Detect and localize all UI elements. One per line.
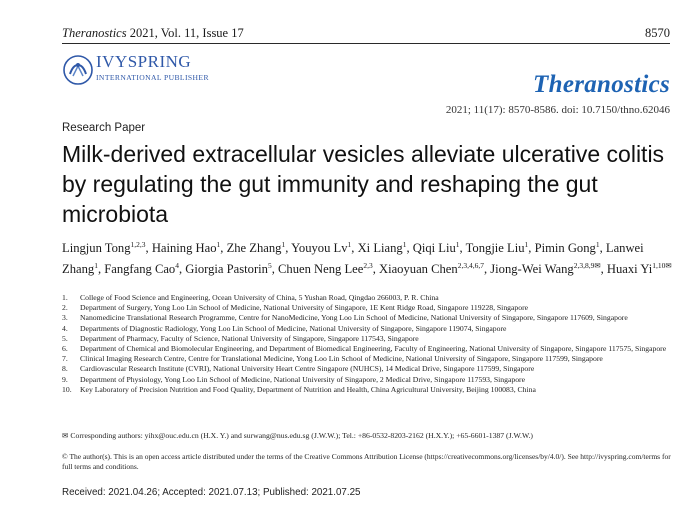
- affiliation-text: Department of Physiology, Yong Loo Lin School of Medicine, National University of Singapore, 2 Medical Drive, Singapore 117593, Singapore: [80, 374, 526, 384]
- author: [490, 262, 600, 276]
- publisher-subtitle: INTERNATIONAL PUBLISHER: [96, 73, 209, 82]
- affiliation-number: 1.: [62, 293, 68, 302]
- affiliation-text: Department of Pharmacy, Faculty of Science, National University of Singapore, Singapore 117543, Singapore: [80, 333, 419, 343]
- affiliation-item: [62, 344, 682, 354]
- author-affiliation-marker: 1: [402, 240, 407, 249]
- affiliation-item: [62, 385, 682, 395]
- author-name: Jiong-Wei Wang: [490, 262, 574, 277]
- author-affiliation-marker: 1: [455, 240, 460, 249]
- article-type: Research Paper: [62, 122, 146, 134]
- publication-dates: Received: 2021.04.26; Accepted: 2021.07.13; Published: 2021.07.25: [62, 487, 361, 498]
- page-number: 8570: [645, 26, 670, 40]
- author-name: Youyou Lv: [291, 241, 348, 256]
- author: [535, 241, 600, 255]
- author-name: Lanwei Zhang: [62, 241, 644, 277]
- affiliation-item: [62, 324, 682, 334]
- affiliation-item: [62, 364, 682, 374]
- author-name: Haining Hao: [151, 241, 217, 256]
- affiliation-number: 4.: [62, 323, 68, 333]
- affiliation-item: [62, 293, 682, 303]
- journal-name: Theranostics: [62, 26, 127, 40]
- citation: 2021; 11(17): 8570-8586. doi: 10.7150/thno.62046: [445, 104, 670, 116]
- author: [152, 241, 220, 255]
- author: [185, 262, 271, 276]
- author-list: Lingjun Tong$^{1,2,3}$, Haining Hao$^1$, Zhe Zhang$^1$, Youyou Lv$^1$, Xi Liang$^1$, Qiqi Liu$^1$, Tongjie Liu$^1$, Pimin Gong$^1$, Lanwei Zhang$^1$, Fangfang Cao$^4$, Giorgia Pastorin$^5$, Chuen Neng Lee$^{2,3}$, Xiaoyuan Chen$^{2,3,4,6,7}$, Jiong-Wei Wang$^{2,3,8,9✉}$, Huaxi $Yi^{1,10✉}$: [62, 240, 672, 277]
- author-name: Pimin Gong: [534, 241, 596, 256]
- affiliation-text: Department of Surgery, Yong Loo Lin School of Medicine, National University of Singapore, 1E Kent Ridge Road, Singapore 119228, Singapore: [80, 303, 529, 313]
- author-name: Chuen Neng Lee: [278, 262, 364, 277]
- affiliation-text: Cardiovascular Research Institute (CVRI), National University Heart Centre Singapore (NUHCS), 14 Medical Drive, Singapore 117599, Singapore: [80, 364, 535, 374]
- corresponding-authors: ✉ Corresponding authors: yihx@ouc.edu.cn (H.X. Y.) and surwang@nus.edu.sg (J.W.W.); Tel.: +86-0532-8203-2162 (H.X.Y.); +65-6601-1387 (J.W.W.): [62, 431, 533, 440]
- author: [413, 241, 460, 255]
- author-affiliation-marker: 1,10✉: [652, 261, 672, 271]
- affiliation-number: 10.: [62, 384, 72, 394]
- license-notice: © The author(s). This is an open access article distributed under the terms of the Creative Commons Attribution License (https://creativecommons.org/licenses/by/4.0/). See http://ivyspring.com/terms for full terms and conditions.: [62, 452, 671, 471]
- author-name: Zhe Zhang: [226, 241, 282, 256]
- author: [227, 241, 286, 255]
- author-affiliation-marker: 2,3: [363, 261, 373, 271]
- author-name: Huaxi Yi: [606, 262, 653, 277]
- author-affiliation-marker: 1: [281, 240, 286, 249]
- affiliation-text: College of Food Science and Engineering, Ocean University of China, 5 Yushan Road, Qingdao 266003, P. R. China: [80, 293, 439, 302]
- author-name: Lingjun Tong: [62, 241, 131, 256]
- author-affiliation-marker: 5: [267, 261, 272, 271]
- author-affiliation-marker: 1: [347, 240, 352, 249]
- author: [379, 262, 484, 276]
- affiliation-text: Key Laboratory of Precision Nutrition and Food Quality, Department of Nutrition and Health, China Agricultural University, Beijing 100083, China: [80, 384, 536, 394]
- affiliation-list: [62, 293, 682, 395]
- affiliation-number: 7.: [62, 354, 68, 364]
- affiliation-number: 2.: [62, 303, 68, 313]
- affiliation-number: 8.: [62, 364, 68, 374]
- author-name: Tongjie Liu: [465, 241, 525, 256]
- header-rule: [62, 43, 670, 44]
- author-affiliation-marker: 1: [524, 240, 529, 249]
- affiliation-number: 3.: [62, 313, 68, 323]
- author-affiliation-marker: 2,3,4,6,7: [457, 261, 484, 271]
- ivyspring-logo-icon: [62, 54, 94, 86]
- author-name: Fangfang Cao: [104, 262, 176, 277]
- affiliation-text: Nanomedicine Translational Research Programme, Centre for NanoMedicine, Yong Loo Lin School of Medicine, National University of Singapore, Singapore 117609, Singapore: [80, 313, 628, 323]
- author-affiliation-marker: 1: [216, 240, 221, 249]
- affiliation-number: 6.: [62, 344, 68, 354]
- author: [466, 241, 529, 255]
- affiliation-text: Department of Chemical and Biomolecular Engineering, and Department of Biomedical Engineering, Faculty of Engineering, National University of Singapore, Singapore 117575, Singapore: [80, 344, 667, 354]
- author: [291, 241, 351, 255]
- journal-logo: Theranostics: [533, 71, 670, 98]
- affiliation-item: [62, 303, 682, 313]
- author-name: Xiaoyuan Chen: [379, 262, 458, 277]
- author-affiliation-marker: 1,2,3: [130, 240, 146, 249]
- author-affiliation-marker: 1: [595, 240, 600, 249]
- running-header: [62, 26, 244, 41]
- author: [607, 262, 672, 276]
- affiliation-number: 9.: [62, 374, 68, 384]
- affiliation-number: 5.: [62, 333, 68, 343]
- author: [104, 262, 179, 276]
- publisher-name: IVYSPRING: [96, 52, 192, 71]
- author-name: Giorgia Pastorin: [185, 262, 268, 277]
- author-name: Qiqi Liu: [412, 241, 456, 256]
- author-affiliation-marker: 1: [94, 261, 98, 271]
- affiliation-text: Clinical Imaging Research Centre, Centre for Translational Medicine, Yong Loo Lin School of Medicine, National University of Singapore, Singapore 117599, Singapore: [80, 354, 603, 364]
- affiliation-item: [62, 354, 682, 364]
- paper-title: Milk-derived extracellular vesicles alleviate ulcerative colitis by regulating the gut immunity and reshaping the gut microbiota: [62, 141, 665, 227]
- affiliation-item: [62, 313, 682, 323]
- volume-info: 2021, Vol. 11, Issue 17: [129, 26, 244, 40]
- author: [278, 262, 373, 276]
- affiliation-item: [62, 334, 682, 344]
- author-name: Xi Liang: [357, 241, 403, 256]
- affiliation-item: [62, 375, 682, 385]
- author-affiliation-marker: 2,3,8,9✉: [573, 261, 601, 271]
- author: [358, 241, 407, 255]
- author: [62, 241, 146, 255]
- affiliation-text: Departments of Diagnostic Radiology, Yong Loo Lin School of Medicine, National University of Singapore, Singapore 119074, Singapore: [80, 323, 507, 333]
- author-affiliation-marker: 4: [175, 261, 179, 271]
